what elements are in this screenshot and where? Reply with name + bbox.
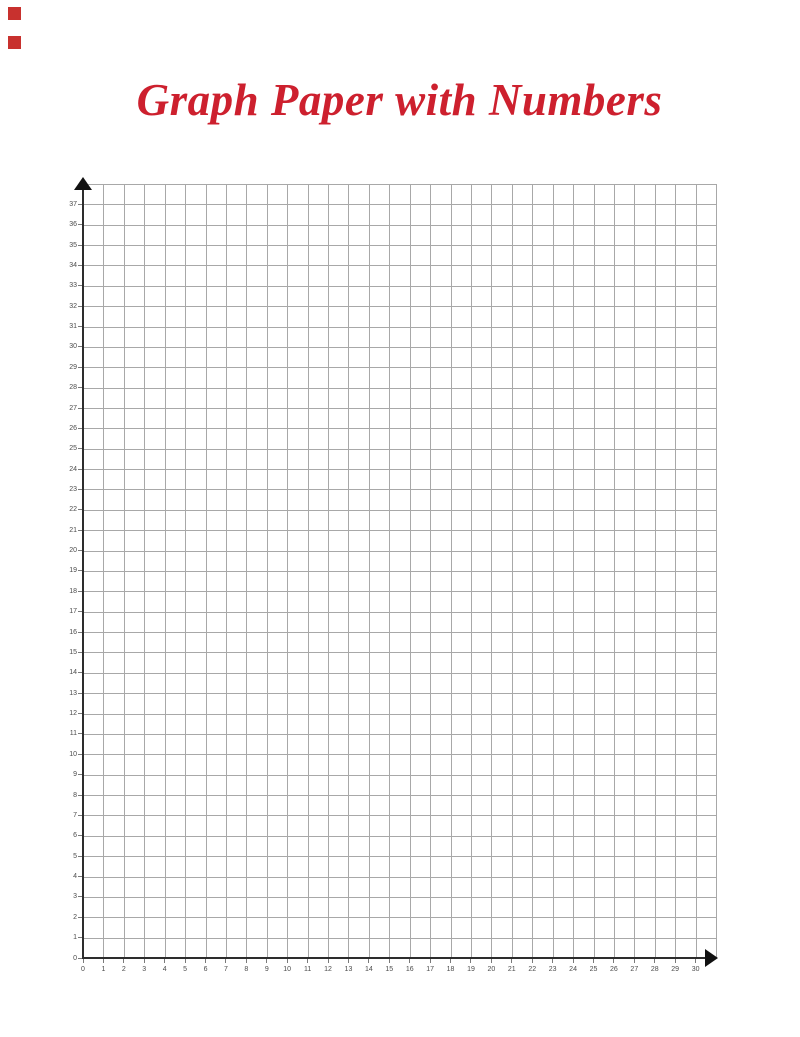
x-tick-label: 24: [569, 966, 577, 973]
y-axis-arrow-icon: [74, 177, 92, 190]
x-tick-label: 26: [610, 966, 618, 973]
grid-line-vertical: [716, 184, 717, 958]
grid-line-horizontal: [83, 489, 716, 490]
grid-line-horizontal: [83, 469, 716, 470]
x-tick-label: 29: [671, 966, 680, 973]
x-axis-arrow-icon: [705, 949, 718, 967]
grid-line-horizontal: [83, 245, 716, 246]
x-tick-label: 13: [344, 966, 353, 973]
y-tick-label: 9: [73, 771, 77, 779]
y-tick-label: 12: [69, 710, 77, 718]
x-tick-label: 0: [81, 966, 85, 973]
y-tick-label: 19: [69, 567, 77, 575]
y-tick-label: 37: [69, 200, 77, 208]
y-tick-label: 31: [69, 323, 77, 331]
x-tick-label: 17: [426, 966, 435, 973]
grid-line-horizontal: [83, 184, 716, 185]
y-tick-label: 26: [69, 424, 77, 432]
grid-line-horizontal: [83, 917, 716, 918]
grid-line-horizontal: [83, 897, 716, 898]
y-tick-label: 25: [69, 445, 77, 453]
y-tick-label: 13: [69, 689, 77, 697]
y-tick-label: 14: [69, 669, 77, 677]
grid-line-horizontal: [83, 306, 716, 307]
x-tick-label: 2: [121, 966, 126, 973]
y-tick-label: 22: [69, 506, 77, 514]
grid-line-horizontal: [83, 591, 716, 592]
y-tick-label: 34: [69, 261, 77, 269]
y-tick-label: 2: [73, 913, 77, 921]
y-tick-label: 27: [69, 404, 77, 412]
x-tick-label: 28: [650, 966, 659, 973]
y-tick-label: 32: [69, 302, 77, 310]
y-tick-label: 21: [69, 526, 77, 534]
grid-line-horizontal: [83, 612, 716, 613]
y-tick-label: 36: [69, 221, 77, 229]
grid-line-horizontal: [83, 693, 716, 694]
y-tick-label: 33: [69, 282, 77, 290]
grid-line-horizontal: [83, 204, 716, 205]
y-tick-label: 16: [69, 628, 77, 636]
x-tick-label: 16: [405, 966, 414, 973]
grid-line-horizontal: [83, 856, 716, 857]
y-tick-label: 4: [73, 873, 77, 881]
y-tick-label: 24: [69, 465, 77, 473]
x-tick-label: 5: [183, 966, 188, 973]
x-tick-label: 20: [487, 966, 496, 973]
grid-line-horizontal: [83, 673, 716, 674]
grid-line-horizontal: [83, 530, 716, 531]
grid-line-horizontal: [83, 652, 716, 653]
x-tick-label: 9: [264, 966, 269, 973]
y-axis-line: [82, 188, 84, 959]
y-tick-label: 7: [73, 811, 77, 819]
y-tick-label: 5: [73, 852, 77, 860]
x-tick-label: 6: [203, 966, 208, 973]
y-tick-label: 23: [69, 485, 77, 493]
x-tick-label: 7: [223, 966, 228, 973]
y-tick-label: 35: [69, 241, 77, 249]
x-tick-label: 15: [385, 966, 394, 973]
y-tick-label: 17: [69, 608, 77, 616]
grid-line-horizontal: [83, 714, 716, 715]
x-tick-label: 11: [303, 966, 312, 973]
grid-line-horizontal: [83, 408, 716, 409]
grid-line-horizontal: [83, 388, 716, 389]
y-tick-label: 20: [69, 547, 77, 555]
x-tick-label: 8: [244, 966, 249, 973]
x-tick-label: 25: [589, 966, 598, 973]
grid-line-horizontal: [83, 286, 716, 287]
y-tick-label: 8: [73, 791, 77, 799]
x-tick-label: 14: [364, 966, 373, 973]
x-tick-label: 19: [467, 966, 475, 973]
y-tick-label: 6: [73, 832, 77, 840]
grid-line-horizontal: [83, 795, 716, 796]
page-title: Graph Paper with Numbers: [136, 75, 663, 125]
grid-line-horizontal: [83, 571, 716, 572]
x-tick-label: 12: [324, 966, 332, 973]
x-tick-label: 1: [101, 966, 106, 973]
x-tick-label: 23: [548, 966, 557, 973]
grid-line-horizontal: [83, 877, 716, 878]
x-tick-label: 3: [142, 966, 147, 973]
y-tick-label: 30: [69, 343, 77, 351]
x-tick-label: 21: [507, 966, 516, 973]
grid-line-horizontal: [83, 428, 716, 429]
y-tick-label: 10: [69, 750, 77, 758]
y-tick-label: 3: [73, 893, 77, 901]
x-tick-label: 30: [691, 966, 700, 973]
grid-line-horizontal: [83, 449, 716, 450]
grid-line-horizontal: [83, 775, 716, 776]
y-tick-label: 1: [73, 934, 77, 942]
grid-line-horizontal: [83, 938, 716, 939]
y-tick-label: 0: [73, 954, 77, 962]
y-tick-label: 28: [69, 384, 77, 392]
grid-line-horizontal: [83, 815, 716, 816]
grid-line-horizontal: [83, 754, 716, 755]
x-axis-line: [83, 957, 706, 959]
y-tick-label: 18: [69, 587, 77, 595]
x-tick-label: 22: [528, 966, 537, 973]
y-tick-label: 15: [69, 648, 77, 656]
y-tick-label: 11: [69, 730, 77, 738]
grid-line-horizontal: [83, 367, 716, 368]
grid-line-horizontal: [83, 551, 716, 552]
grid-line-horizontal: [83, 327, 716, 328]
grid-line-horizontal: [83, 632, 716, 633]
x-tick-label: 18: [446, 966, 455, 973]
grid-line-horizontal: [83, 734, 716, 735]
grid-line-horizontal: [83, 347, 716, 348]
x-tick-label: 4: [162, 966, 167, 973]
x-tick-label: 10: [283, 966, 292, 973]
grid-line-horizontal: [83, 225, 716, 226]
x-tick-label: 27: [630, 966, 639, 973]
grid-line-horizontal: [83, 265, 716, 266]
grid-line-horizontal: [83, 510, 716, 511]
y-tick-label: 29: [69, 363, 77, 371]
grid-line-horizontal: [83, 836, 716, 837]
